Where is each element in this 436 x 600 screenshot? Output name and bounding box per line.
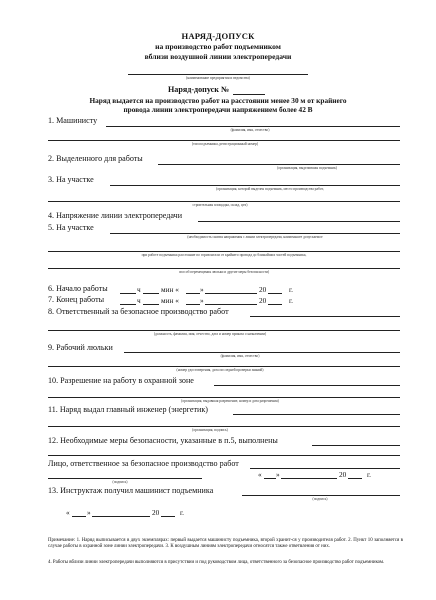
field-1-caption: (фамилия, имя, отчество) <box>230 128 270 132</box>
field-8-line[interactable] <box>250 316 400 317</box>
responsible-signature-caption: (подпись) <box>112 480 128 484</box>
field-12-label: 12. Необходимые меры безопасности, указанные в п.5, выполнены <box>48 436 278 445</box>
form-subtitle-1: на производство работ подъемником <box>155 42 281 51</box>
resp-year-prefix: 20 <box>339 470 347 479</box>
field-2-label: 2. Выделенного для работы <box>48 154 143 163</box>
responsible-signature-line[interactable] <box>48 478 202 479</box>
field-10-line[interactable] <box>214 385 400 386</box>
field-12-line-2[interactable] <box>48 455 400 456</box>
field-5-label: 5. На участке <box>48 223 94 232</box>
field-2-line[interactable] <box>158 164 400 165</box>
end-minutes-unit: мин « <box>161 296 179 305</box>
field-9-line[interactable] <box>124 352 400 353</box>
start-day-field[interactable] <box>186 293 200 294</box>
resp-year-field[interactable] <box>348 478 362 479</box>
start-year-prefix: 20 <box>259 285 267 294</box>
field-7-label: 7. Конец работы <box>48 295 105 304</box>
field-3-label: 3. На участке <box>48 175 94 184</box>
end-minutes-field[interactable] <box>143 304 159 305</box>
org-field-line[interactable] <box>128 74 308 75</box>
field-9-line-2[interactable] <box>48 366 400 367</box>
permit-issued-line-1: Наряд выдается на производство работ на расстоянии менее 30 м от крайнего <box>89 96 347 105</box>
field-5-line-3[interactable] <box>48 268 400 269</box>
field-6-label: 6. Начало работы <box>48 284 108 293</box>
end-close-quote: » <box>200 296 204 305</box>
field-4-line[interactable] <box>198 221 400 222</box>
field-9-caption-1: (фамилия, имя, отчество) <box>220 354 260 358</box>
field-9-label: 9. Рабочий люльки <box>48 343 113 352</box>
field-13-caption: (подпись) <box>312 497 328 501</box>
instr-date-close-quote: » <box>87 508 91 517</box>
field-1-caption-2: (тип подъемника, регистрационный номер) <box>191 142 259 146</box>
end-day-field[interactable] <box>186 304 200 305</box>
field-10-line-2[interactable] <box>48 397 400 398</box>
field-3-caption: (организация, которой выделен подъемник, место производства работ, <box>216 187 324 191</box>
resp-day-field[interactable] <box>264 478 276 479</box>
field-11-label: 11. Наряд выдал главный инженер (энергетик) <box>48 405 208 414</box>
instr-date-open-quote: « <box>66 508 70 517</box>
start-hours-unit: ч <box>137 285 141 294</box>
permit-number-label: Наряд-допуск № <box>168 85 230 94</box>
end-month-field[interactable] <box>205 304 257 305</box>
field-3-line[interactable] <box>110 185 400 186</box>
field-5-caption-3: способ перемещения люльки и другие меры безопасности) <box>178 270 270 274</box>
responsible-line[interactable] <box>250 468 400 469</box>
field-11-line-2[interactable] <box>48 426 400 427</box>
start-minutes-field[interactable] <box>143 293 159 294</box>
field-10-caption: (организация, выдавшая разрешение, номер и дата разрешения) <box>181 399 279 403</box>
permit-issued-line-2: провода линии электропередачи напряжением более 42 В <box>123 105 313 114</box>
form-subtitle-2: вблизи воздушной линии электропередачи <box>144 52 292 61</box>
start-close-quote: » <box>200 285 204 294</box>
end-year-field[interactable] <box>268 304 282 305</box>
start-month-field[interactable] <box>205 293 257 294</box>
footnote-1: Примечание: 1. Наряд выписывается в двух экземплярах: первый выдается машинисту подъемника, второй хранит-ся у производителя работ. 2. Пункт 10 заполняется в случае работы в охранной зоне линии электропередачи. 3. К воздушным линиям электропередачи относятся также ответвления от них. <box>48 538 403 550</box>
field-2-caption: (организация, выделившая подъемник) <box>277 166 337 170</box>
field-5-caption-1: (необходимость снятия напряжения с линии электропередачи, наименьшее допускаемое <box>187 235 323 239</box>
org-caption: (наименование предприятия и ведомства) <box>186 76 250 80</box>
resp-date-open-quote: « <box>258 470 262 479</box>
end-hours-unit: ч <box>137 296 141 305</box>
field-9-caption-2: (номер удостоверения, дата последней проверки знаний) <box>176 368 264 372</box>
start-hours-field[interactable] <box>120 293 136 294</box>
resp-date-close-quote: » <box>276 470 280 479</box>
field-11-caption: (организация, подпись) <box>192 428 228 432</box>
field-1-label: 1. Машинисту <box>48 116 98 125</box>
field-4-label: 4. Напряжение линии электропередачи <box>48 211 183 220</box>
field-5-line-2[interactable] <box>48 251 400 252</box>
instr-year-suffix: г. <box>180 508 184 517</box>
field-5-caption-2: при работе подъемника расстояние по горизонтали от крайнего провода до ближайших частей подъемника, <box>141 253 307 257</box>
field-8-caption: (должность, фамилия, имя, отчество, дата и номер приказа о назначении) <box>153 332 267 336</box>
field-1-line-2[interactable] <box>48 140 400 141</box>
end-year-prefix: 20 <box>259 296 267 305</box>
instr-month-field[interactable] <box>92 516 150 517</box>
footnote-2: 4. Работы вблизи линии электропередачи выполняются в присутствии и под руководством лица, ответственного за безопасное производство работ подъемником. <box>48 560 385 565</box>
resp-year-suffix: г. <box>367 470 371 479</box>
field-8-line-2[interactable] <box>48 330 400 331</box>
field-3-line-2[interactable] <box>48 201 400 202</box>
permit-number-field[interactable] <box>233 94 265 95</box>
field-3-caption-2: строительная площадка, склад, цех) <box>192 203 248 207</box>
field-11-line[interactable] <box>233 414 400 415</box>
resp-month-field[interactable] <box>281 478 337 479</box>
field-10-label: 10. Разрешение на работу в охранной зоне <box>48 376 194 385</box>
field-13-line[interactable] <box>242 495 400 496</box>
instr-day-field[interactable] <box>72 516 86 517</box>
form-title: НАРЯД-ДОПУСК <box>181 31 255 41</box>
end-year-suffix: г. <box>289 296 293 305</box>
responsible-label: Лицо, ответственное за безопасное производство работ <box>48 459 239 468</box>
field-1-line[interactable] <box>106 126 400 127</box>
start-year-field[interactable] <box>268 293 282 294</box>
end-hours-field[interactable] <box>120 304 136 305</box>
instr-year-prefix: 20 <box>152 508 160 517</box>
start-year-suffix: г. <box>289 285 293 294</box>
field-8-label: 8. Ответственный за безопасное производство работ <box>48 307 229 316</box>
field-12-line[interactable] <box>312 445 400 446</box>
instr-year-field[interactable] <box>161 516 175 517</box>
field-5-line[interactable] <box>110 233 400 234</box>
field-13-label: 13. Инструктаж получил машинист подъемника <box>48 486 214 495</box>
start-minutes-unit: мин « <box>161 285 179 294</box>
